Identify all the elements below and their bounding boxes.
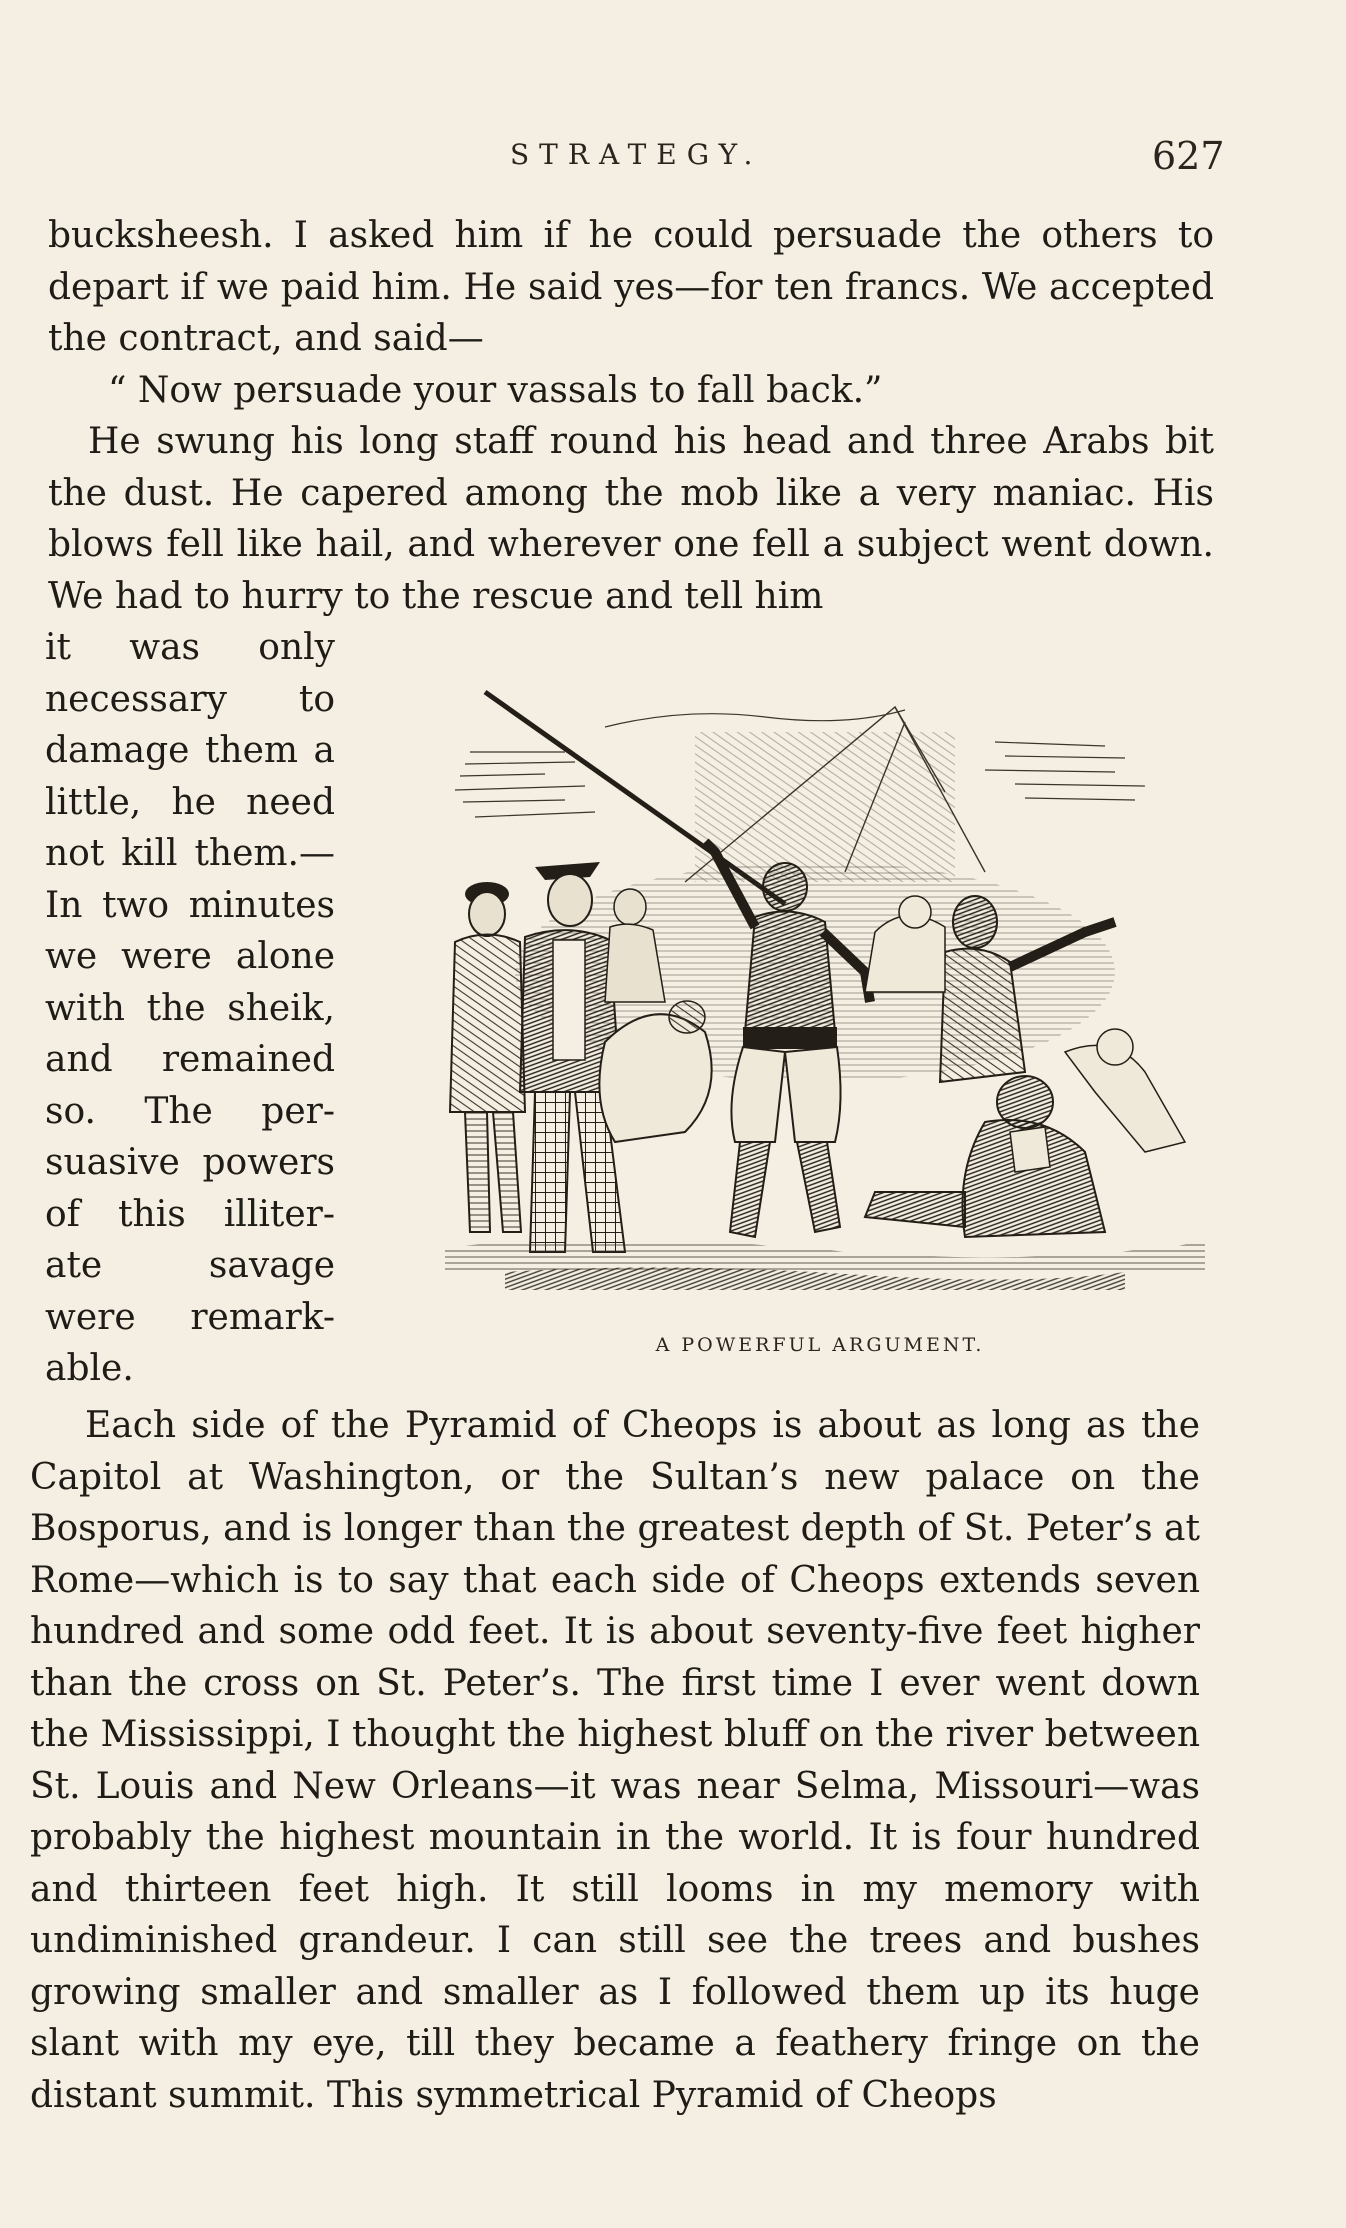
wrap-line: suasive powers	[45, 1142, 335, 1183]
wrap-line: necessary to	[45, 678, 335, 720]
bottom-text-block	[30, 1400, 1200, 2121]
wrap-line: we were alone	[45, 936, 335, 977]
wrap-line: of this illiter-	[45, 1193, 335, 1235]
paragraph-quote: “ Now persuade your vassals to fall back.”	[108, 369, 883, 411]
wrap-line: In two minutes	[45, 884, 335, 926]
wrap-line: were remark-	[45, 1296, 335, 1338]
wrap-line: ate savage	[45, 1245, 335, 1286]
wrap-line: with the sheik,	[45, 987, 335, 1029]
figure-caption: A POWERFUL ARGUMENT.	[655, 1334, 985, 1356]
wrap-line: so. The per-	[45, 1090, 335, 1132]
engraving-illustration-icon	[425, 672, 1215, 1312]
paragraph-cheops: Each side of the Pyramid of Cheops is about as long as the Capitol at Washington, or the Sultan’s new palace on the Bosporus, and is longer than the greatest depth of St. Peter’s at Rome—which is to say that each side of Cheops extends seven hundred and some odd feet. It is about seventy-five feet higher than the cross on St. Peter’s. The first time I ever went down the Mississippi, I thought the highest bluff on the river between St. Louis and New Orleans—it was near Selma, Missouri—was probably the highest mountain in the world. It is four hundred and thirteen feet high. It still looms in my memory with undiminished grandeur. I can still see the trees and bushes growing smaller and smaller as I followed them up its huge slant with my eye, till they became a feathery fringe on the distant summit. This symmetrical Pyramid of Cheops	[30, 1405, 1200, 2116]
top-text-block	[48, 210, 1214, 622]
wrap-line: and remained	[45, 1039, 335, 1080]
wrap-line: able.	[45, 1348, 134, 1389]
wrap-line: not kill them.—	[45, 833, 335, 874]
paragraph-bucksheesh: bucksheesh. I asked him if he could persuade the others to depart if we paid him. He said yes—for ten francs. We accepted the contract, and said—	[48, 215, 1214, 359]
running-head: STRATEGY.	[510, 138, 763, 171]
wrap-line: damage them a	[45, 730, 335, 771]
wrapped-text-column	[45, 622, 335, 1395]
wrap-line: little, he need	[45, 781, 335, 823]
paragraph-staff: He swung his long staff round his head and three Arabs bit the dust. He capered among the mob like a very maniac. His blows fell like hail, and wherever one fell a subject went down. We had to hurry to the rescue and tell him	[48, 421, 1214, 617]
wrap-line: it was only	[45, 627, 335, 668]
page-number: 627	[1152, 134, 1225, 178]
